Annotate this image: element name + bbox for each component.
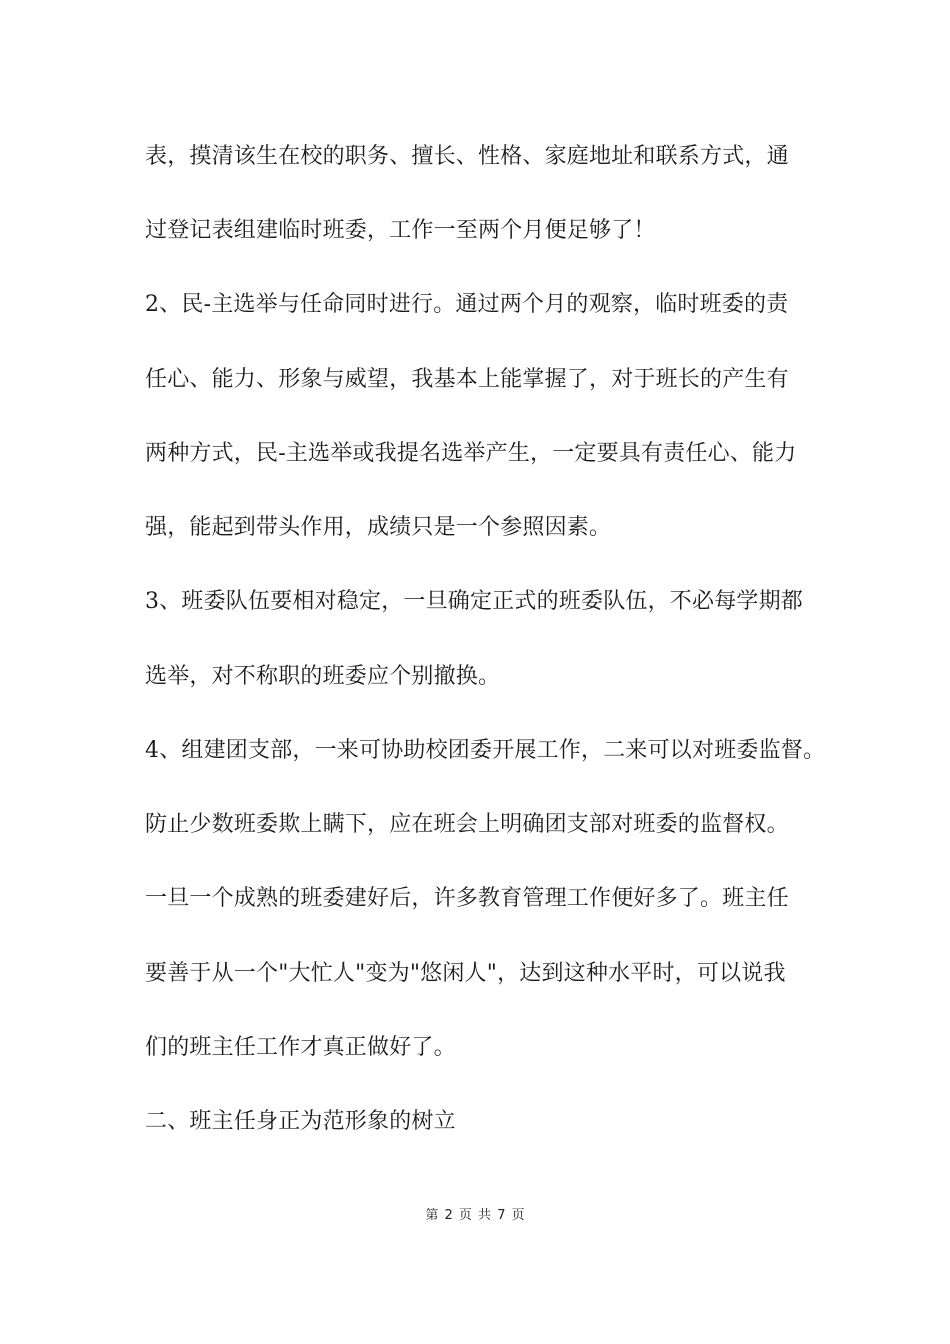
total-pages-number: 7 xyxy=(497,1208,506,1223)
text-line: 一旦一个成熟的班委建好后，许多教育管理工作便好多了。班主任 xyxy=(145,886,789,911)
text-line: 过登记表组建临时班委，工作一至两个月便足够了！ xyxy=(145,218,656,243)
text-line: 表，摸清该生在校的职务、擅长、性格、家庭地址和联系方式，通 xyxy=(145,144,789,169)
footer-prefix: 第 xyxy=(425,1208,439,1223)
page-footer xyxy=(0,1208,950,1224)
text-line: 要善于从一个"大忙人"变为"悠闲人"，达到这种水平时，可以说我 xyxy=(145,961,786,986)
text-line: 3、班委队伍要相对稳定，一旦确定正式的班委队伍，不必每学期都 xyxy=(145,589,803,614)
footer-suffix: 页 xyxy=(511,1208,525,1223)
text-line: 两种方式，民-主选举或我提名选举产生，一定要具有责任心、能力 xyxy=(145,441,797,466)
section-heading: 二、班主任身正为范形象的树立 xyxy=(145,1109,456,1134)
footer-middle: 页 共 xyxy=(458,1208,492,1223)
text-line: 2、民-主选举与任命同时进行。通过两个月的观察，临时班委的责 xyxy=(145,292,789,317)
current-page-number: 2 xyxy=(444,1208,453,1223)
text-line: 4、组建团支部，一来可协助校团委开展工作，二来可以对班委监督。 xyxy=(145,738,826,763)
text-line: 选举，对不称职的班委应个别撤换。 xyxy=(145,664,501,689)
text-line: 防止少数班委欺上瞒下，应在班会上明确团支部对班委的监督权。 xyxy=(145,812,789,837)
text-line: 任心、能力、形象与威望，我基本上能掌握了，对于班长的产生有 xyxy=(145,367,789,392)
text-line: 强，能起到带头作用，成绩只是一个参照因素。 xyxy=(145,515,612,540)
text-line: 们的班主任工作才真正做好了。 xyxy=(145,1035,456,1060)
